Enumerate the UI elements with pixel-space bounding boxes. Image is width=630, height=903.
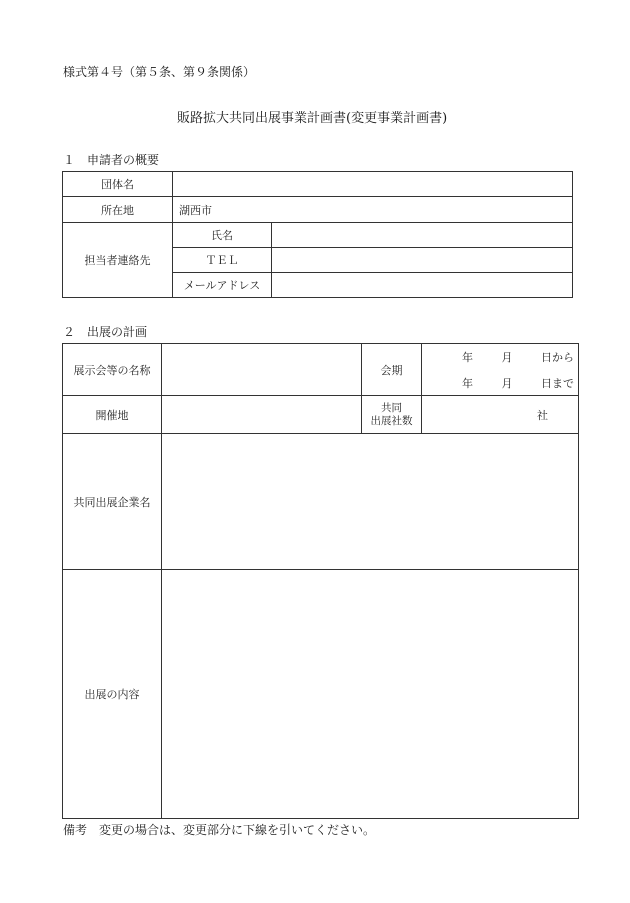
- email-field[interactable]: [272, 273, 573, 298]
- period-from-month: 月: [501, 350, 513, 364]
- tel-label: ＴＥＬ: [173, 248, 272, 273]
- venue-field[interactable]: [162, 396, 362, 434]
- period-to-day: 日まで: [541, 376, 574, 390]
- applicant-table: [62, 171, 573, 298]
- note: 備考 変更の場合は、変更部分に下線を引いてください。: [63, 823, 376, 837]
- name-field[interactable]: [272, 223, 573, 248]
- name-label: 氏名: [173, 223, 272, 248]
- document-title: 販路拡大共同出展事業計画書(変更事業計画書): [177, 111, 448, 126]
- email-label: メールアドレス: [173, 273, 272, 298]
- co-count-unit: 社: [537, 408, 548, 422]
- companies-label: 共同出展企業名: [63, 434, 162, 570]
- co-count-label-line2: 出展社数: [370, 414, 413, 427]
- exhibition-name-field[interactable]: [162, 344, 362, 396]
- period-to-month: 月: [501, 376, 513, 390]
- exhibition-name-label: 展示会等の名称: [63, 344, 162, 396]
- period-label: 会期: [362, 344, 422, 396]
- form-number: 様式第４号（第５条、第９条関係）: [63, 65, 256, 79]
- period-from-year: 年: [462, 350, 473, 364]
- content-label: 出展の内容: [63, 570, 162, 819]
- org-name-label: 団体名: [63, 172, 173, 197]
- period-from-day: 日から: [541, 350, 574, 364]
- section1-heading: １ 申請者の概要: [63, 153, 160, 167]
- period-from: [462, 349, 574, 365]
- content-field[interactable]: [162, 570, 579, 819]
- period-field[interactable]: [422, 344, 579, 396]
- address-field[interactable]: 湖西市: [173, 197, 573, 223]
- exhibition-table: [62, 343, 579, 819]
- address-label: 所在地: [63, 197, 173, 223]
- co-count-field[interactable]: [422, 396, 579, 434]
- co-count-label-line1: 共同: [381, 401, 402, 414]
- companies-field[interactable]: [162, 434, 579, 570]
- section2-heading: ２ 出展の計画: [63, 325, 148, 339]
- period-to-year: 年: [462, 376, 473, 390]
- co-count-label: [362, 396, 422, 434]
- org-name-field[interactable]: [173, 172, 573, 197]
- contact-label: 担当者連絡先: [63, 223, 173, 298]
- period-to: [462, 375, 574, 391]
- tel-field[interactable]: [272, 248, 573, 273]
- venue-label: 開催地: [63, 396, 162, 434]
